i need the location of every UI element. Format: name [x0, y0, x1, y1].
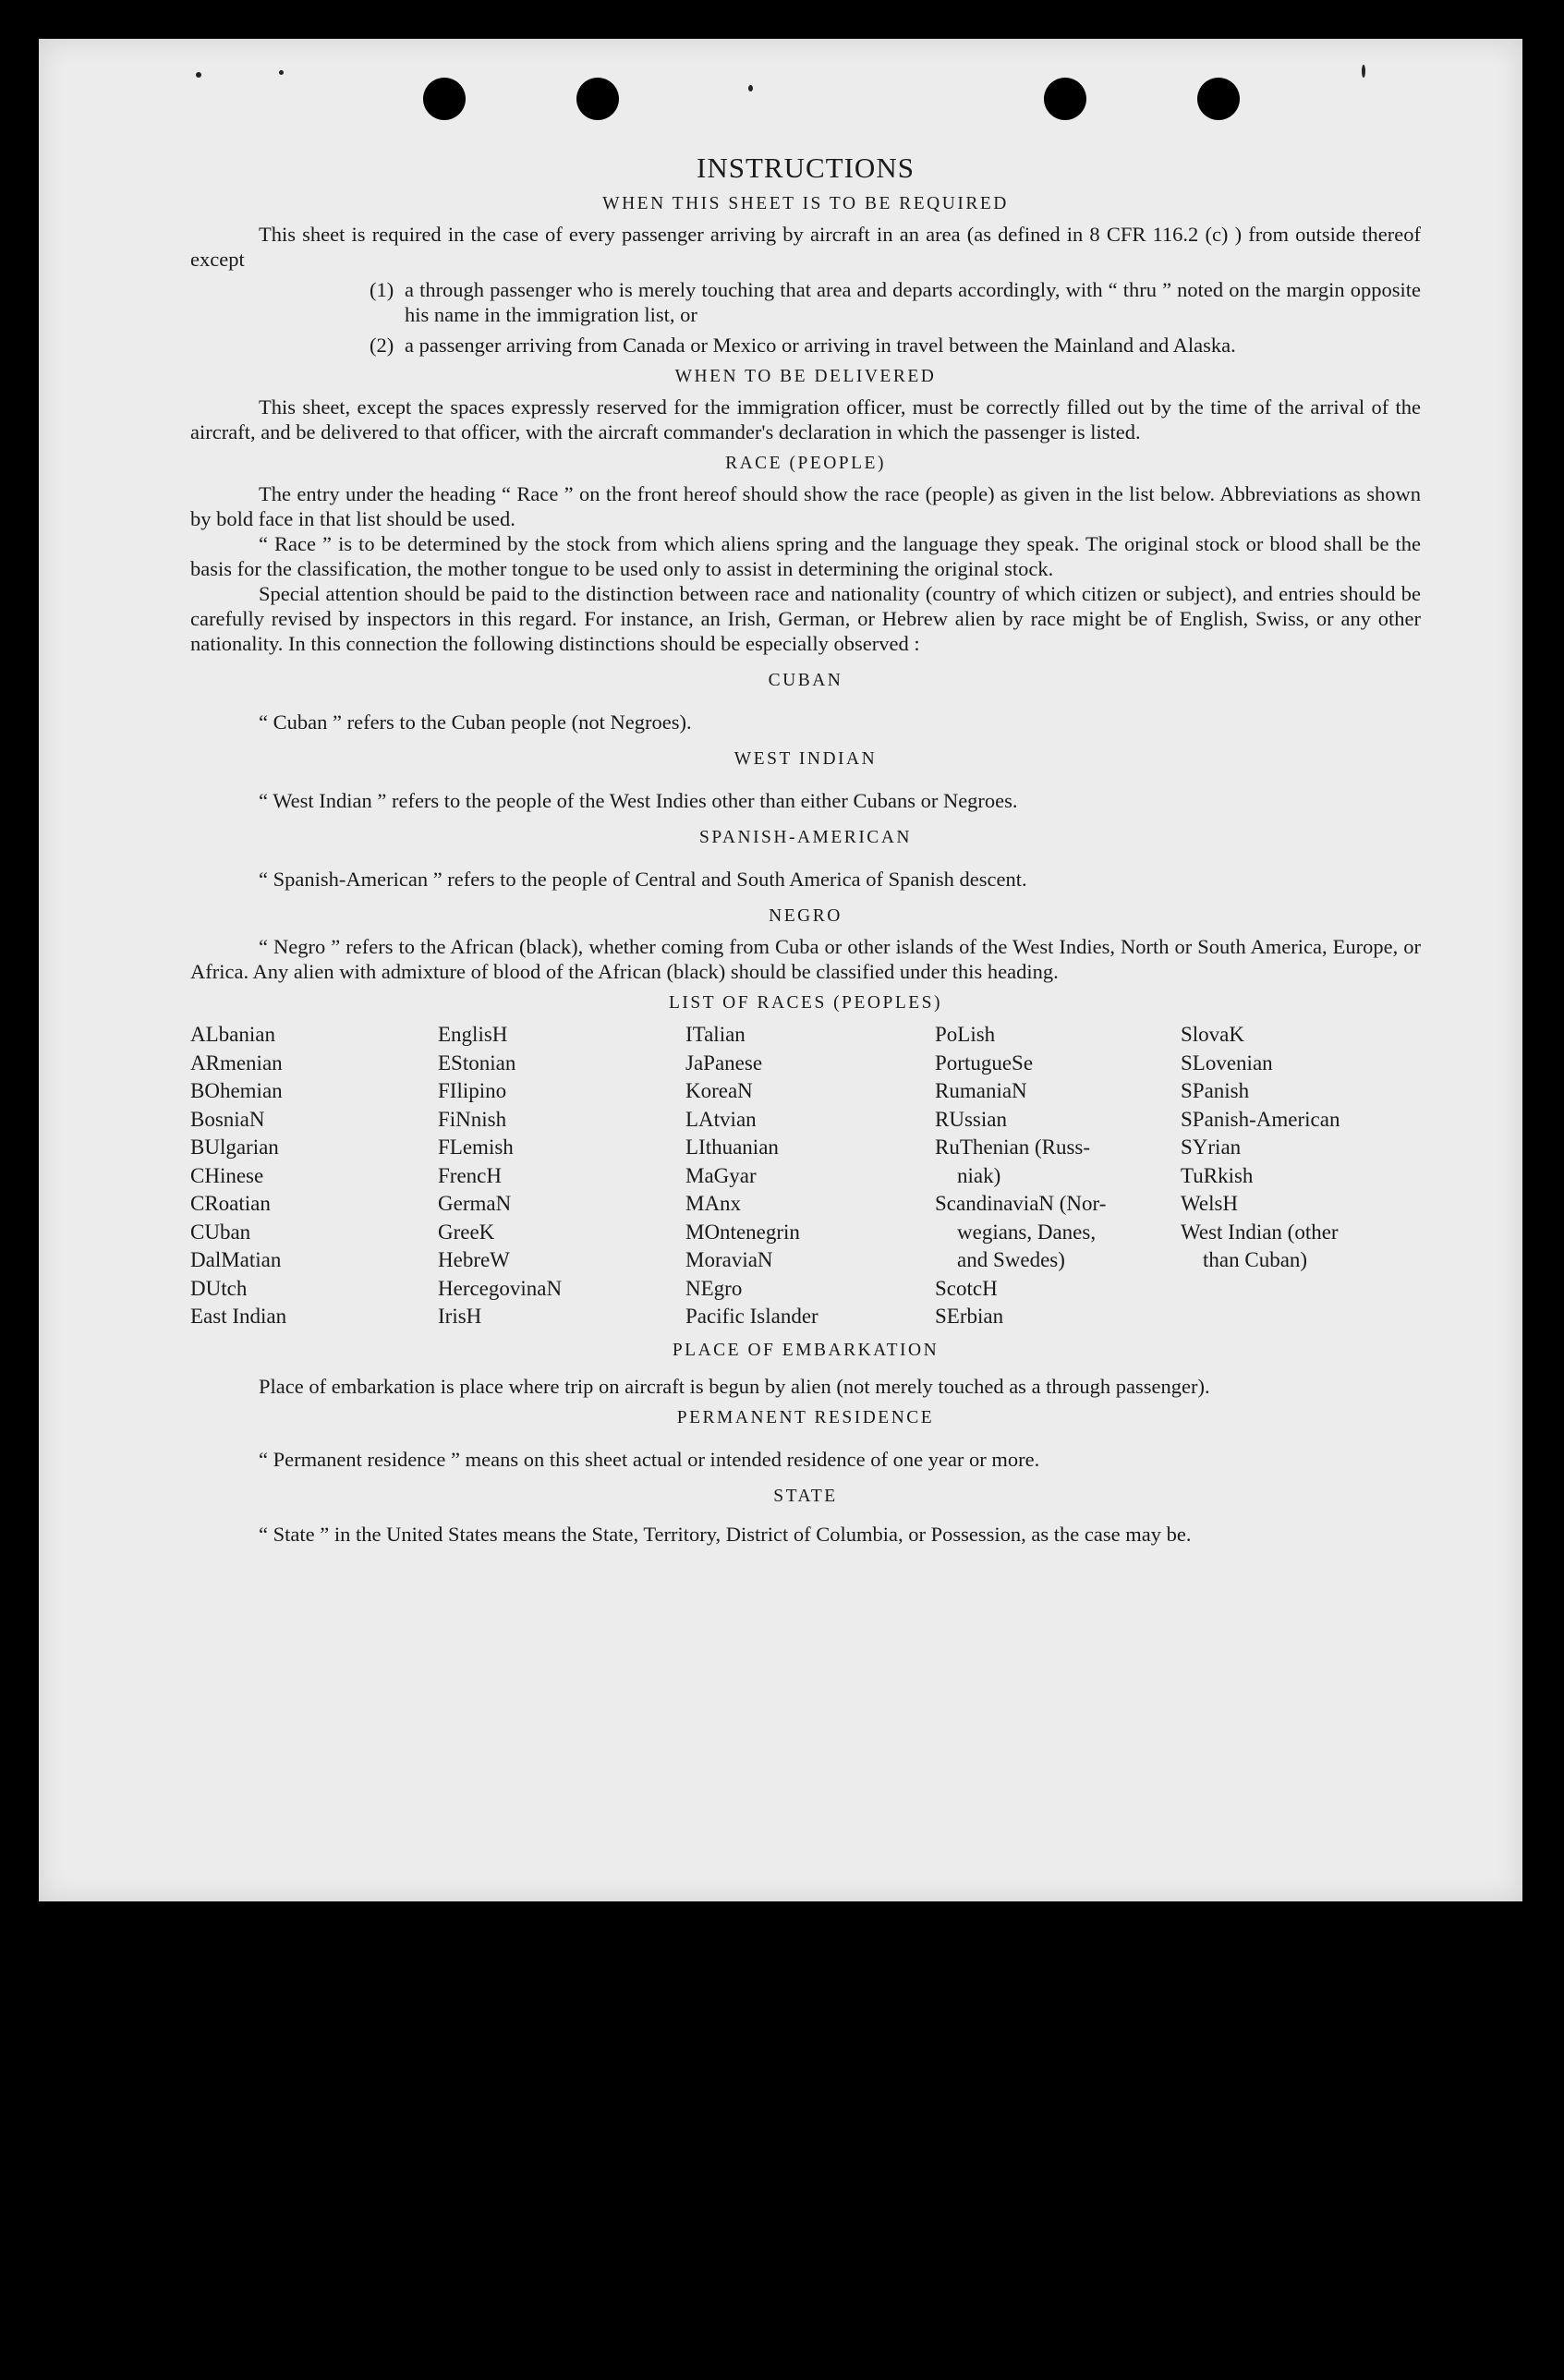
races-column-5 [1181, 1021, 1421, 1331]
races-list [190, 1021, 1421, 1331]
race-entry: WelsH [1181, 1192, 1239, 1215]
race-entry: KoreaN [685, 1079, 753, 1102]
section-heading-cuban: CUBAN [768, 671, 843, 690]
race-paragraph-1: The entry under the heading “ Race ” on the front hereof should show the race (people) as given in the list below. Abbreviations as shown by bold face in that list should be used. [190, 482, 1421, 530]
race-entry-continued: than Cuban) [1203, 1248, 1308, 1271]
required-intro: This sheet is required in the case of every passenger arriving by aircraft in an area (as defined in 8 CFR 116.2 (c) ) from outside thereof except [190, 223, 1421, 271]
race-entry: JaPanese [685, 1050, 763, 1075]
race-entry: RumaniaN [935, 1079, 1027, 1102]
race-entry: CHinese [190, 1163, 264, 1187]
embarkation-text: Place of embarkation is place where trip on aircraft is begun by alien (not merely touched as a through passenger). [259, 1374, 1210, 1398]
race-entry: LIthuanian [685, 1135, 779, 1159]
race-entry: HercegovinaN [438, 1276, 563, 1300]
race-entry: SPanish-American [1181, 1107, 1340, 1131]
race-entry: GreeK [438, 1220, 495, 1244]
race-paragraph-3: Special attention should be paid to the distinction between race and nationality (country of which citizen or subject), and entries should be carefully revised by inspectors in this regard. For instance, an Irish, German, or Hebrew alien by race might be of English, Swiss, or any other nationality. In this connection the following distinctions should be especially observed : [190, 582, 1421, 655]
spanish-american-text: “ Spanish-American ” refers to the people of Central and South America of Spanish descent. [259, 868, 1027, 891]
races-column-4 [935, 1021, 1181, 1331]
race-entry: ALbanian [190, 1023, 275, 1046]
race-entry: PortugueSe [935, 1050, 1034, 1075]
race-entry: ITalian [685, 1023, 746, 1046]
section-heading-required: WHEN THIS SHEET IS TO BE REQUIRED [602, 194, 1009, 213]
race-entry: ScandinaviaN (Nor- [935, 1192, 1107, 1215]
race-entry: MoraviaN [685, 1248, 773, 1271]
race-entry: BosniaN [190, 1107, 265, 1131]
item-text: a through passenger who is merely touching that area and departs accordingly, with “ thru ” noted on the margin opposite his name in the immigration list, or [405, 278, 1421, 326]
item-number: (1) [370, 278, 394, 301]
list-item [190, 333, 1421, 358]
punch-hole [1197, 78, 1240, 120]
race-entry: NEgro [685, 1276, 743, 1300]
race-entry: ARmenian [190, 1050, 283, 1075]
section-heading-race: RACE (PEOPLE) [725, 454, 886, 473]
section-heading-west-indian: WEST INDIAN [734, 749, 878, 769]
negro-text: “ Negro ” refers to the African (black), whether coming from Cuba or other islands of the West Indies, North or South America, Europe, or Africa. Any alien with admixture of blood of the African (black) should be classified under this heading. [190, 935, 1421, 983]
speck [196, 72, 201, 78]
race-entry: West Indian (other [1181, 1220, 1339, 1244]
race-entry: CRoatian [190, 1192, 271, 1215]
races-column-2 [438, 1021, 685, 1331]
section-heading-embarkation: PLACE OF EMBARKATION [672, 1340, 940, 1360]
residence-text: “ Permanent residence ” means on this sheet actual or intended residence of one year or more. [259, 1447, 1040, 1471]
item-number: (2) [370, 334, 394, 357]
instruction-sheet [39, 39, 1522, 1901]
race-entry: BOhemian [190, 1079, 283, 1102]
section-heading-residence: PERMANENT RESIDENCE [676, 1407, 935, 1427]
section-heading-negro: NEGRO [769, 906, 843, 926]
page-title: INSTRUCTIONS [697, 152, 915, 184]
race-entry: FrencH [438, 1163, 502, 1187]
races-column-3 [685, 1021, 935, 1331]
race-entry: SPanish [1181, 1079, 1250, 1102]
punch-hole [423, 78, 466, 120]
race-entry: MOntenegrin [685, 1220, 800, 1244]
race-entry-continued: and Swedes) [957, 1248, 1065, 1271]
state-text: “ State ” in the United States means the State, Territory, District of Columbia, or Possession, as the case may be. [259, 1522, 1192, 1546]
race-entry: IrisH [438, 1305, 482, 1328]
instructions-content [190, 152, 1421, 1547]
race-entry: LAtvian [685, 1107, 757, 1131]
race-entry-continued: niak) [957, 1163, 1001, 1187]
race-entry: EStonian [438, 1050, 516, 1075]
race-entry: CUban [190, 1220, 251, 1244]
race-entry: SErbian [935, 1305, 1004, 1328]
speck [748, 85, 753, 91]
list-item [190, 277, 1421, 327]
race-entry: FIlipino [438, 1079, 507, 1102]
race-entry: East Indian [190, 1305, 287, 1328]
race-entry-continued: wegians, Danes, [957, 1220, 1097, 1244]
race-entry: PoLish [935, 1023, 996, 1046]
race-entry: ScotcH [935, 1276, 998, 1300]
race-entry: RUssian [935, 1107, 1007, 1131]
race-entry: SYrian [1181, 1135, 1242, 1159]
race-paragraph-2: “ Race ” is to be determined by the stock from which aliens spring and the language they speak. The original stock or blood shall be the basis for the classification, the mother tongue to be used only to assist in determining the original stock. [190, 532, 1421, 580]
section-heading-state: STATE [773, 1486, 838, 1506]
race-entry: MAnx [685, 1192, 742, 1215]
punch-hole [1044, 78, 1086, 120]
race-entry: FLemish [438, 1135, 514, 1159]
race-entry: RuThenian (Russ- [935, 1135, 1091, 1159]
race-entry: MaGyar [685, 1163, 757, 1187]
west-indian-text: “ West Indian ” refers to the people of the West Indies other than either Cubans or Negroes. [259, 789, 1018, 812]
race-entry: SLovenian [1181, 1050, 1273, 1075]
race-entry: DalMatian [190, 1248, 282, 1271]
race-entry: Pacific Islander [685, 1305, 818, 1328]
race-entry: GermaN [438, 1192, 512, 1215]
race-entry: DUtch [190, 1276, 248, 1300]
cuban-text: “ Cuban ” refers to the Cuban people (not Negroes). [259, 710, 692, 734]
item-text: a passenger arriving from Canada or Mexico or arriving in travel between the Mainland and Alaska. [405, 334, 1236, 357]
speck [1362, 65, 1365, 78]
race-entry: SlovaK [1181, 1023, 1244, 1046]
section-heading-spanish-american: SPANISH-AMERICAN [699, 828, 912, 847]
race-entry: HebreW [438, 1248, 510, 1271]
punch-hole [576, 78, 619, 120]
race-entry: FiNnish [438, 1107, 507, 1131]
race-entry: EnglisH [438, 1023, 508, 1046]
section-heading-races-list: LIST OF RACES (PEOPLES) [668, 993, 943, 1013]
section-heading-delivered: WHEN TO BE DELIVERED [674, 367, 937, 386]
race-entry: BUlgarian [190, 1135, 279, 1159]
delivered-text: This sheet, except the spaces expressly reserved for the immigration officer, must be correctly filled out by the time of the arrival of the aircraft, and be delivered to that officer, with the aircraft commander's declaration in which the passenger is listed. [190, 395, 1421, 443]
race-entry: TuRkish [1181, 1163, 1254, 1187]
races-column-1 [190, 1021, 438, 1331]
speck [279, 70, 284, 75]
